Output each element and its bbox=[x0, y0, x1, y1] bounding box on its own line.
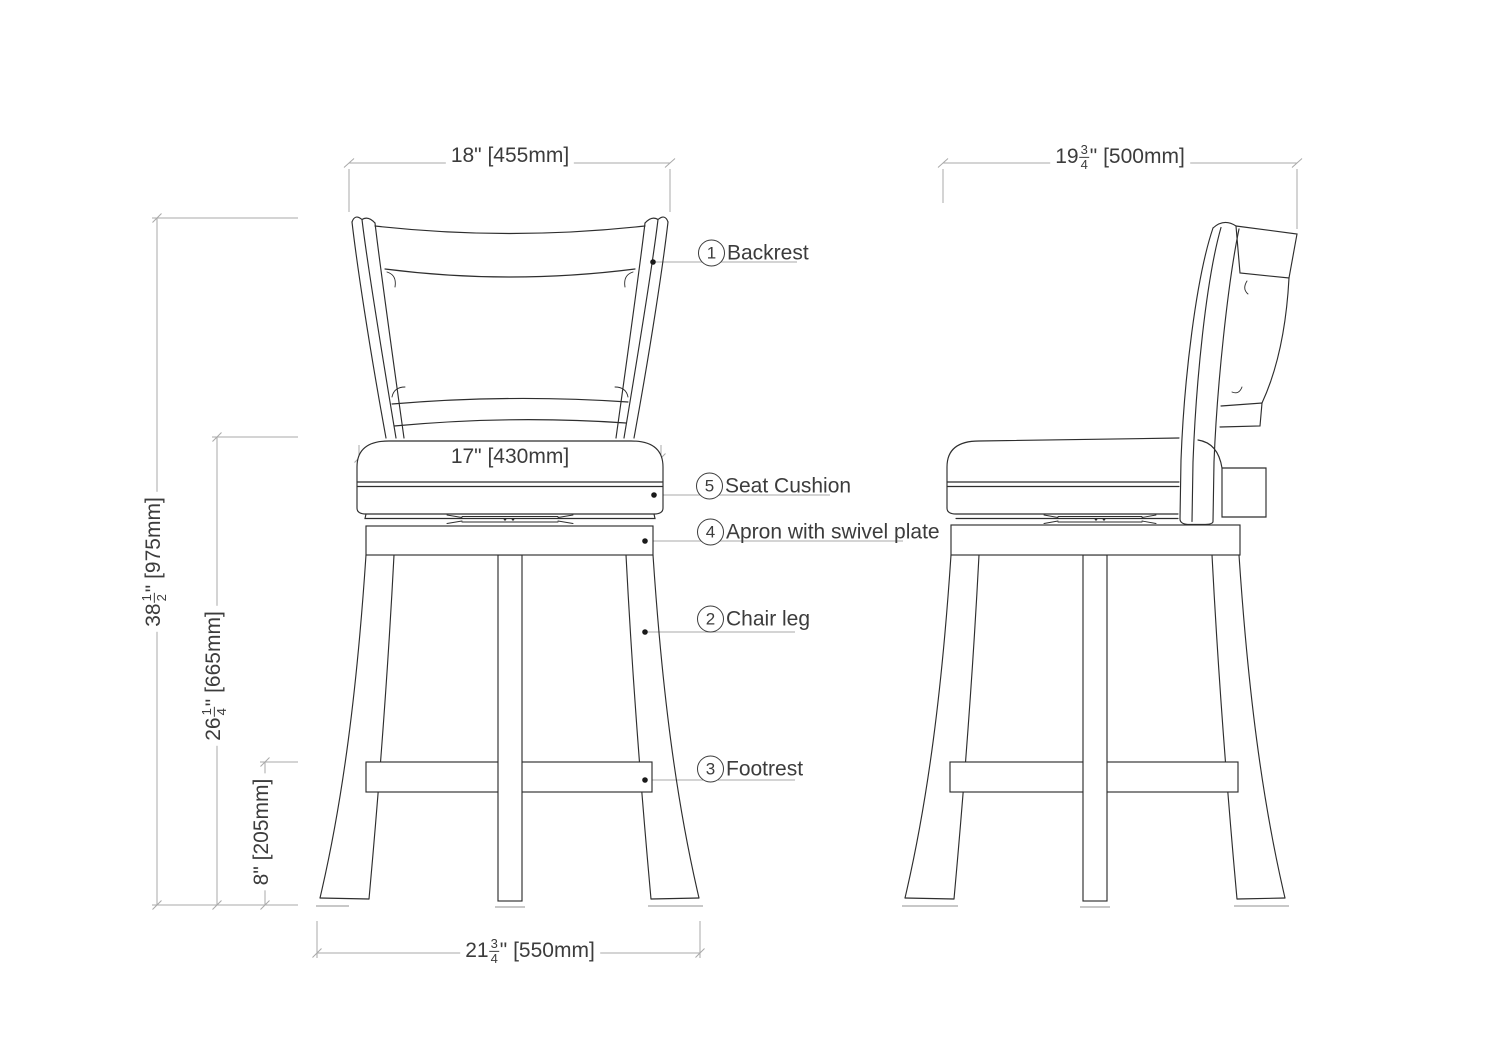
label-chair-leg-text: Chair leg bbox=[726, 607, 811, 631]
dim-base-width-whole: 21 bbox=[465, 938, 489, 962]
label-backrest-text: Backrest bbox=[727, 241, 809, 265]
dim-base-width-fraction: $\frac{3}{4}$ bbox=[490, 935, 498, 966]
dim-seat-height-fraction: 1 4 bbox=[198, 708, 229, 716]
label-apron-text: Apron with swivel plate bbox=[726, 520, 940, 544]
dim-overall-height-whole: 38 bbox=[141, 603, 165, 627]
label-seat-cushion-number: 5 bbox=[696, 473, 723, 500]
dimension-lines bbox=[152, 159, 1302, 959]
label-seat-cushion-text: Seat Cushion bbox=[725, 474, 852, 498]
label-seat-cushion bbox=[696, 473, 851, 500]
label-apron-number: 4 bbox=[697, 519, 724, 546]
dim-seat-height-suffix: " [665mm] bbox=[201, 611, 225, 707]
dim-overall-depth-fraction: $\frac{3}{4}$ bbox=[1080, 141, 1088, 172]
label-backrest bbox=[698, 240, 809, 267]
floor-ticks bbox=[316, 906, 1289, 907]
dim-footrest-height-value: 8" [205mm] bbox=[249, 778, 273, 886]
front-view-drawing bbox=[320, 217, 699, 901]
dim-backrest-width bbox=[446, 145, 574, 167]
label-apron bbox=[697, 519, 940, 546]
side-view-drawing bbox=[905, 222, 1297, 901]
dim-overall-depth bbox=[1050, 143, 1190, 171]
label-chair-leg bbox=[697, 606, 810, 633]
label-footrest-number: 3 bbox=[697, 756, 724, 783]
label-backrest-number: 1 bbox=[698, 240, 725, 267]
leader-dots bbox=[642, 259, 657, 783]
dim-overall-depth-suffix: " [500mm] bbox=[1089, 144, 1185, 168]
label-footrest-text: Footrest bbox=[726, 757, 804, 781]
label-chair-leg-number: 2 bbox=[697, 606, 724, 633]
dim-backrest-width-value: 18" [455mm] bbox=[450, 143, 570, 167]
dim-overall-height-fraction: 1 2 bbox=[138, 594, 169, 602]
dim-seat-cushion-width bbox=[446, 446, 574, 468]
dim-overall-height bbox=[140, 492, 168, 632]
dim-footrest-height bbox=[251, 774, 273, 891]
dim-seat-height bbox=[200, 606, 228, 746]
dim-seat-cushion-width-value: 17" [430mm] bbox=[450, 444, 570, 468]
label-footrest bbox=[697, 756, 803, 783]
dim-base-width bbox=[460, 937, 600, 965]
dim-seat-height-whole: 26 bbox=[201, 717, 225, 741]
dim-base-width-suffix: " [550mm] bbox=[499, 938, 595, 962]
dim-overall-height-suffix: " [975mm] bbox=[141, 497, 165, 593]
dim-overall-depth-whole: 19 bbox=[1055, 144, 1079, 168]
